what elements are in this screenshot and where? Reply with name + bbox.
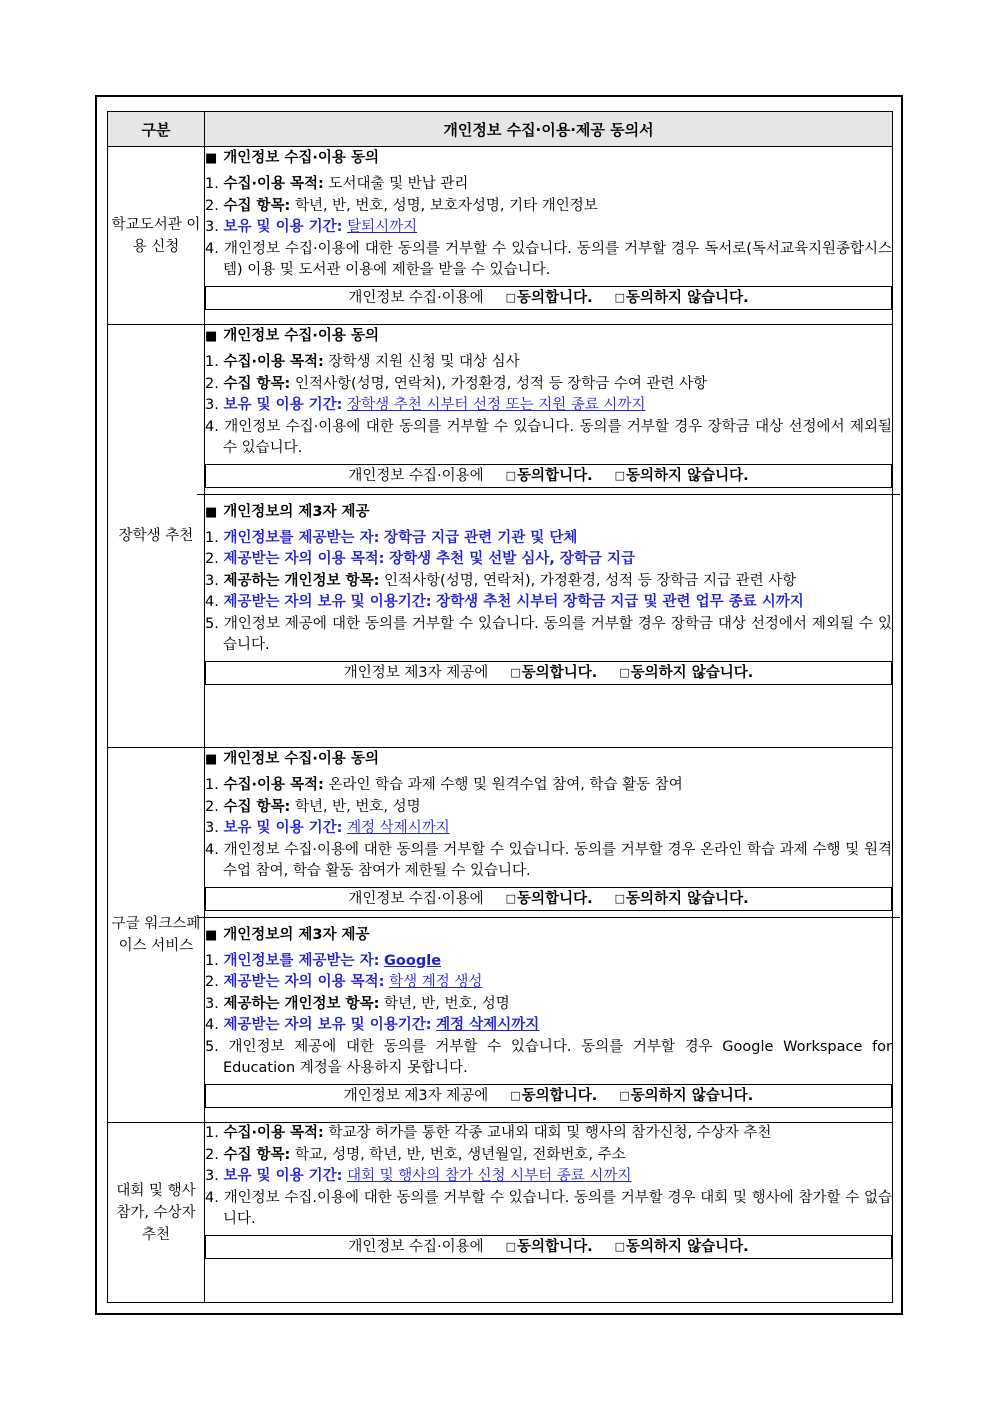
list-item bbox=[205, 840, 892, 883]
table-row bbox=[108, 325, 893, 748]
consent-box bbox=[205, 464, 892, 488]
item-text: 개인정보 수집·이용에 대한 동의를 거부할 수 있습니다. 동의를 거부할 경우 온라인 학습 과제 수행 및 원격수업 참여, 학습 활동 참여가 제한될 수 있습니다. bbox=[223, 841, 892, 879]
disagree-label: 동의하지 않습니다. bbox=[626, 1238, 749, 1255]
list-item bbox=[205, 239, 892, 282]
item-number: 4. bbox=[205, 1017, 219, 1033]
item-label: 보유 및 이용 기간: bbox=[223, 1168, 343, 1184]
item-number: 2. bbox=[205, 375, 219, 392]
item-label: 개인정보를 제공받는 자: bbox=[223, 952, 380, 969]
item-number: 1. bbox=[205, 176, 219, 192]
list-item bbox=[205, 775, 892, 797]
consent-section bbox=[197, 917, 900, 1108]
agree-label: 동의합니다. bbox=[517, 289, 593, 306]
item-label: 제공받는 자의 보유 및 이용기간: bbox=[223, 1017, 432, 1033]
list-item bbox=[205, 374, 892, 396]
item-text: 장학생 추천 시부터 장학금 지급 및 관련 업무 종료 시까지 bbox=[436, 594, 804, 610]
list-item bbox=[205, 352, 892, 374]
item-label: 개인정보를 제공받는 자: bbox=[223, 529, 380, 546]
list-item bbox=[205, 592, 892, 614]
section-heading bbox=[205, 147, 892, 170]
list-item bbox=[205, 1145, 892, 1167]
item-number: 1. bbox=[205, 952, 219, 969]
black-square-icon: ■ bbox=[205, 927, 218, 943]
item-label: 수집 항목: bbox=[223, 197, 291, 214]
list-item bbox=[205, 1015, 892, 1037]
item-text: 인적사항(성명, 연락처), 가정환경, 성적 등 장학금 지급 관련 사항 bbox=[384, 572, 797, 589]
consent-section bbox=[197, 147, 900, 310]
consent-box bbox=[205, 1235, 892, 1259]
agree-checkbox[interactable]: □ bbox=[505, 891, 517, 905]
disagree-label: 동의하지 않습니다. bbox=[626, 467, 749, 484]
item-label: 보유 및 이용 기간: bbox=[223, 820, 343, 836]
item-number: 1. bbox=[205, 354, 219, 370]
item-number: 3. bbox=[205, 219, 219, 235]
item-text: 개인정보 수집·이용에 대한 동의를 거부할 수 있습니다. 동의를 거부할 경우 독서로(독서교육지원종합시스템) 이용 및 도서관 이용에 제한을 받을 수 있습니다. bbox=[223, 240, 893, 278]
consent-prefix: 개인정보 수집·이용에 bbox=[348, 1238, 484, 1255]
list-item bbox=[205, 571, 892, 593]
list-item bbox=[205, 395, 892, 417]
item-number: 4. bbox=[205, 594, 219, 610]
disagree-checkbox[interactable]: □ bbox=[614, 290, 625, 304]
item-label: 수집·이용 목적: bbox=[223, 1125, 324, 1141]
item-label: 제공받는 자의 보유 및 이용기간: bbox=[223, 594, 432, 610]
item-number: 3. bbox=[205, 572, 219, 589]
list-item bbox=[205, 549, 892, 571]
item-text: 학년, 반, 번호, 성명, 보호자성명, 기타 개인정보 bbox=[294, 197, 598, 214]
item-number: 1. bbox=[205, 1125, 219, 1141]
list-item bbox=[205, 797, 892, 819]
item-number: 1. bbox=[205, 777, 219, 793]
list-item bbox=[205, 994, 892, 1016]
item-number: 5. bbox=[205, 615, 219, 632]
list-item bbox=[205, 174, 892, 196]
item-number: 5. bbox=[205, 1038, 219, 1055]
agree-checkbox[interactable]: □ bbox=[505, 290, 517, 304]
row-content bbox=[205, 147, 893, 325]
item-number: 2. bbox=[205, 197, 219, 214]
consent-box bbox=[205, 661, 892, 685]
black-square-icon: ■ bbox=[205, 329, 218, 344]
item-label: 보유 및 이용 기간: bbox=[223, 219, 343, 235]
consent-prefix: 개인정보 수집·이용에 bbox=[348, 890, 484, 907]
disagree-checkbox[interactable]: □ bbox=[619, 1088, 630, 1102]
consent-box bbox=[205, 286, 892, 310]
item-number: 1. bbox=[205, 529, 219, 546]
table-row bbox=[108, 1123, 893, 1303]
item-text: 도서대출 및 반납 관리 bbox=[328, 176, 469, 192]
list-item bbox=[205, 196, 892, 218]
section-heading bbox=[205, 325, 892, 348]
item-text: 인적사항(성명, 연락처), 가정환경, 성적 등 장학금 수여 관련 사항 bbox=[294, 375, 708, 392]
item-label: 제공받는 자의 이용 목적: bbox=[223, 551, 385, 567]
row-content bbox=[205, 1123, 893, 1303]
item-text: 개인정보 수집·이용에 대한 동의를 거부할 수 있습니다. 동의를 거부할 경우 장학금 대상 선정에서 제외될 수 있습니다. bbox=[223, 418, 892, 456]
agree-checkbox[interactable]: □ bbox=[510, 1088, 521, 1102]
disagree-label: 동의하지 않습니다. bbox=[630, 664, 754, 681]
row-category: 구글 워크스페이스 서비스 bbox=[108, 748, 205, 1123]
consent-box bbox=[205, 887, 892, 911]
table-header-row bbox=[108, 112, 893, 147]
consent-section bbox=[197, 748, 900, 911]
item-number: 3. bbox=[205, 995, 219, 1012]
section-heading-text: 개인정보 수집·이용 동의 bbox=[223, 328, 379, 344]
item-number: 2. bbox=[205, 551, 219, 567]
item-text: 온라인 학습 과제 수행 및 원격수업 참여, 학습 활동 참여 bbox=[328, 777, 683, 793]
item-text: 학교장 허가를 통한 각종 교내외 대회 및 행사의 참가신청, 수상자 추천 bbox=[328, 1125, 772, 1141]
agree-checkbox[interactable]: □ bbox=[510, 665, 521, 679]
item-text: 계정 삭제시까지 bbox=[347, 820, 450, 836]
section-heading-text: 개인정보의 제3자 제공 bbox=[223, 926, 370, 943]
section-heading-text: 개인정보 수집·이용 동의 bbox=[223, 150, 379, 166]
item-number: 4. bbox=[205, 1189, 219, 1206]
table-row bbox=[108, 748, 893, 1123]
black-square-icon: ■ bbox=[205, 151, 218, 166]
list-item bbox=[205, 528, 892, 550]
consent-prefix: 개인정보 제3자 제공에 bbox=[343, 1087, 489, 1104]
consent-table bbox=[107, 111, 893, 1303]
list-item bbox=[205, 1123, 892, 1145]
consent-prefix: 개인정보 수집·이용에 bbox=[348, 289, 484, 306]
list-item bbox=[205, 614, 892, 657]
section-heading-text: 개인정보의 제3자 제공 bbox=[223, 503, 370, 520]
agree-label: 동의합니다. bbox=[521, 664, 598, 681]
consent-section bbox=[197, 494, 900, 685]
row-category: 학교도서관 이용 신청 bbox=[108, 147, 205, 325]
list-item bbox=[205, 1037, 892, 1080]
item-label: 제공하는 개인정보 항목: bbox=[223, 995, 380, 1012]
item-number: 2. bbox=[205, 798, 219, 815]
item-text: 학년, 반, 번호, 성명 bbox=[384, 995, 510, 1012]
item-text: 장학생 지원 신청 및 대상 심사 bbox=[328, 354, 520, 370]
item-text: 장학금 지급 관련 기관 및 단체 bbox=[384, 529, 578, 546]
list-item bbox=[205, 818, 892, 840]
item-label: 수집·이용 목적: bbox=[223, 354, 324, 370]
consent-box bbox=[205, 1084, 892, 1108]
agree-checkbox[interactable]: □ bbox=[505, 468, 517, 482]
consent-prefix: 개인정보 수집·이용에 bbox=[348, 467, 484, 484]
item-number: 3. bbox=[205, 820, 219, 836]
item-text: 계정 삭제시까지 bbox=[436, 1017, 540, 1033]
consent-section bbox=[197, 1123, 900, 1259]
agree-label: 동의합니다. bbox=[517, 1238, 593, 1255]
row-category: 대회 및 행사 참가, 수상자 추천 bbox=[108, 1123, 205, 1303]
item-text: 개인정보 제공에 대한 동의를 거부할 수 있습니다. 동의를 거부할 경우 장학금 대상 선정에서 제외될 수 있습니다. bbox=[223, 615, 892, 653]
item-text: 개인정보 제공에 대한 동의를 거부할 수 있습니다. 동의를 거부할 경우 Google Workspace for Education 계정을 사용하지 못합니다. bbox=[223, 1038, 893, 1076]
item-text: 장학생 추천 시부터 선정 또는 지원 종료 시까지 bbox=[347, 397, 646, 413]
item-text: 학년, 반, 번호, 성명 bbox=[294, 798, 421, 815]
row-content bbox=[205, 325, 893, 748]
section-heading-text: 개인정보 수집·이용 동의 bbox=[223, 751, 379, 767]
item-text: 대회 및 행사의 참가 신청 시부터 종료 시까지 bbox=[347, 1168, 632, 1184]
item-number: 3. bbox=[205, 1168, 219, 1184]
section-heading bbox=[205, 501, 892, 524]
agree-label: 동의합니다. bbox=[517, 467, 593, 484]
row-content bbox=[205, 748, 893, 1123]
item-number: 4. bbox=[205, 240, 219, 257]
item-text: 개인정보 수집.이용에 대한 동의를 거부할 수 있습니다. 동의를 거부할 경우 대회 및 행사에 참가할 수 없습니다. bbox=[223, 1189, 892, 1227]
consent-section bbox=[197, 325, 900, 488]
item-number: 4. bbox=[205, 841, 219, 858]
item-number: 2. bbox=[205, 974, 219, 990]
disagree-checkbox[interactable]: □ bbox=[614, 1239, 625, 1253]
item-label: 수집 항목: bbox=[223, 1146, 291, 1163]
row-category: 장학생 추천 bbox=[108, 325, 205, 748]
header-category: 구분 bbox=[108, 112, 205, 147]
disagree-checkbox[interactable]: □ bbox=[614, 468, 625, 482]
disagree-label: 동의하지 않습니다. bbox=[630, 1087, 754, 1104]
item-number: 4. bbox=[205, 418, 219, 435]
list-item bbox=[205, 217, 892, 239]
list-item bbox=[205, 972, 892, 994]
item-label: 제공받는 자의 이용 목적: bbox=[223, 974, 385, 990]
item-number: 3. bbox=[205, 397, 219, 413]
item-label: 제공하는 개인정보 항목: bbox=[223, 572, 380, 589]
item-text: Google bbox=[384, 952, 442, 969]
agree-checkbox[interactable]: □ bbox=[505, 1239, 517, 1253]
header-title: 개인정보 수집·이용·제공 동의서 bbox=[205, 112, 893, 147]
item-label: 수집 항목: bbox=[223, 375, 291, 392]
item-number: 2. bbox=[205, 1146, 219, 1163]
list-item bbox=[205, 1166, 892, 1188]
disagree-label: 동의하지 않습니다. bbox=[626, 289, 749, 306]
black-square-icon: ■ bbox=[205, 504, 218, 520]
black-square-icon: ■ bbox=[205, 752, 218, 767]
item-text: 학생 계정 생성 bbox=[389, 974, 483, 990]
disagree-label: 동의하지 않습니다. bbox=[626, 890, 749, 907]
agree-label: 동의합니다. bbox=[517, 890, 593, 907]
item-text: 장학생 추천 및 선발 심사, 장학금 지급 bbox=[389, 551, 635, 567]
section-heading bbox=[205, 924, 892, 947]
list-item bbox=[205, 417, 892, 460]
item-text: 학교, 성명, 학년, 반, 번호, 생년월일, 전화번호, 주소 bbox=[294, 1146, 626, 1163]
item-label: 수집·이용 목적: bbox=[223, 176, 324, 192]
disagree-checkbox[interactable]: □ bbox=[614, 891, 625, 905]
section-heading bbox=[205, 748, 892, 771]
item-label: 보유 및 이용 기간: bbox=[223, 397, 343, 413]
item-label: 수집·이용 목적: bbox=[223, 777, 324, 793]
list-item bbox=[205, 1188, 892, 1231]
table-row bbox=[108, 147, 893, 325]
disagree-checkbox[interactable]: □ bbox=[619, 665, 630, 679]
item-label: 수집 항목: bbox=[223, 798, 291, 815]
consent-prefix: 개인정보 제3자 제공에 bbox=[343, 664, 489, 681]
item-text: 탈퇴시까지 bbox=[347, 219, 418, 235]
agree-label: 동의합니다. bbox=[521, 1087, 598, 1104]
list-item bbox=[205, 951, 892, 973]
